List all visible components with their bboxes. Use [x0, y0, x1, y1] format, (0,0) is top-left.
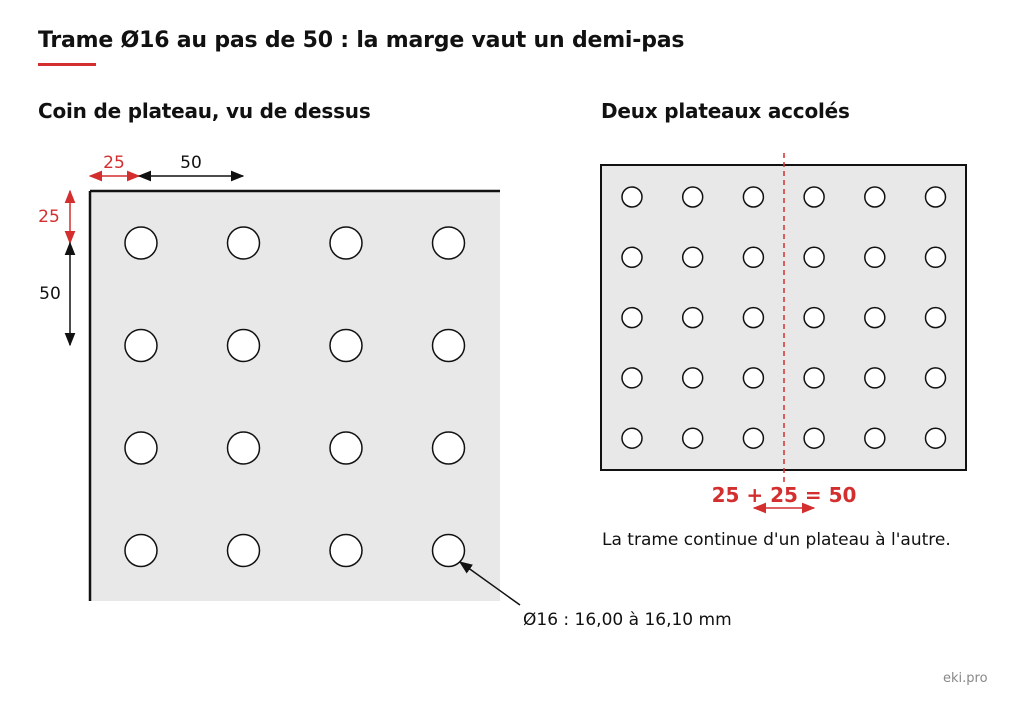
hole: [125, 535, 157, 567]
hole: [622, 187, 642, 207]
hole: [228, 330, 260, 362]
hole: [683, 247, 703, 267]
hole: [743, 247, 763, 267]
hole: [228, 432, 260, 464]
vertical-dimension: [38, 191, 70, 345]
hole: [683, 368, 703, 388]
hole: [683, 187, 703, 207]
hole: [622, 428, 642, 448]
hole: [622, 368, 642, 388]
hole: [865, 247, 885, 267]
hole: [865, 368, 885, 388]
hole: [743, 308, 763, 328]
hole: [926, 368, 946, 388]
hole: [622, 308, 642, 328]
hole: [433, 535, 465, 567]
dim-margin-x-label: 25: [103, 153, 125, 173]
hole: [330, 227, 362, 259]
hole: [433, 330, 465, 362]
footer-brand: eki.pro: [943, 671, 988, 686]
hole: [743, 187, 763, 207]
horizontal-dimension: [90, 153, 243, 176]
hole: [804, 368, 824, 388]
hole: [926, 187, 946, 207]
hole: [433, 432, 465, 464]
hole: [865, 187, 885, 207]
hole: [865, 308, 885, 328]
hole: [683, 308, 703, 328]
hole: [743, 368, 763, 388]
hole: [804, 428, 824, 448]
left-panel-heading: Coin de plateau, vu de dessus: [38, 99, 371, 123]
dim-margin-y-label: 25: [38, 207, 60, 227]
hole: [125, 432, 157, 464]
hole: [330, 432, 362, 464]
hole: [804, 308, 824, 328]
hole: [228, 227, 260, 259]
hole: [228, 535, 260, 567]
hole: [125, 227, 157, 259]
hole: [865, 428, 885, 448]
right-panel-note: La trame continue d'un plateau à l'autre.: [602, 530, 951, 550]
right-panel-heading: Deux plateaux accolés: [601, 99, 850, 123]
hole-diameter-callout: Ø16 : 16,00 à 16,10 mm: [523, 610, 732, 630]
hole: [926, 247, 946, 267]
hole: [330, 535, 362, 567]
dim-pitch-y-label: 50: [39, 284, 61, 304]
hole: [683, 428, 703, 448]
right-plates-group: [601, 153, 966, 486]
hole: [622, 247, 642, 267]
hole: [330, 330, 362, 362]
page-title: Trame Ø16 au pas de 50 : la marge vaut un demi-pas: [38, 28, 685, 53]
junction-equation: 25 + 25 = 50: [711, 483, 857, 507]
left-plate-group: [90, 191, 500, 601]
hole: [804, 187, 824, 207]
hole: [804, 247, 824, 267]
hole: [125, 330, 157, 362]
hole: [433, 227, 465, 259]
hole: [926, 428, 946, 448]
dim-pitch-x-label: 50: [180, 153, 202, 173]
hole: [743, 428, 763, 448]
hole: [926, 308, 946, 328]
